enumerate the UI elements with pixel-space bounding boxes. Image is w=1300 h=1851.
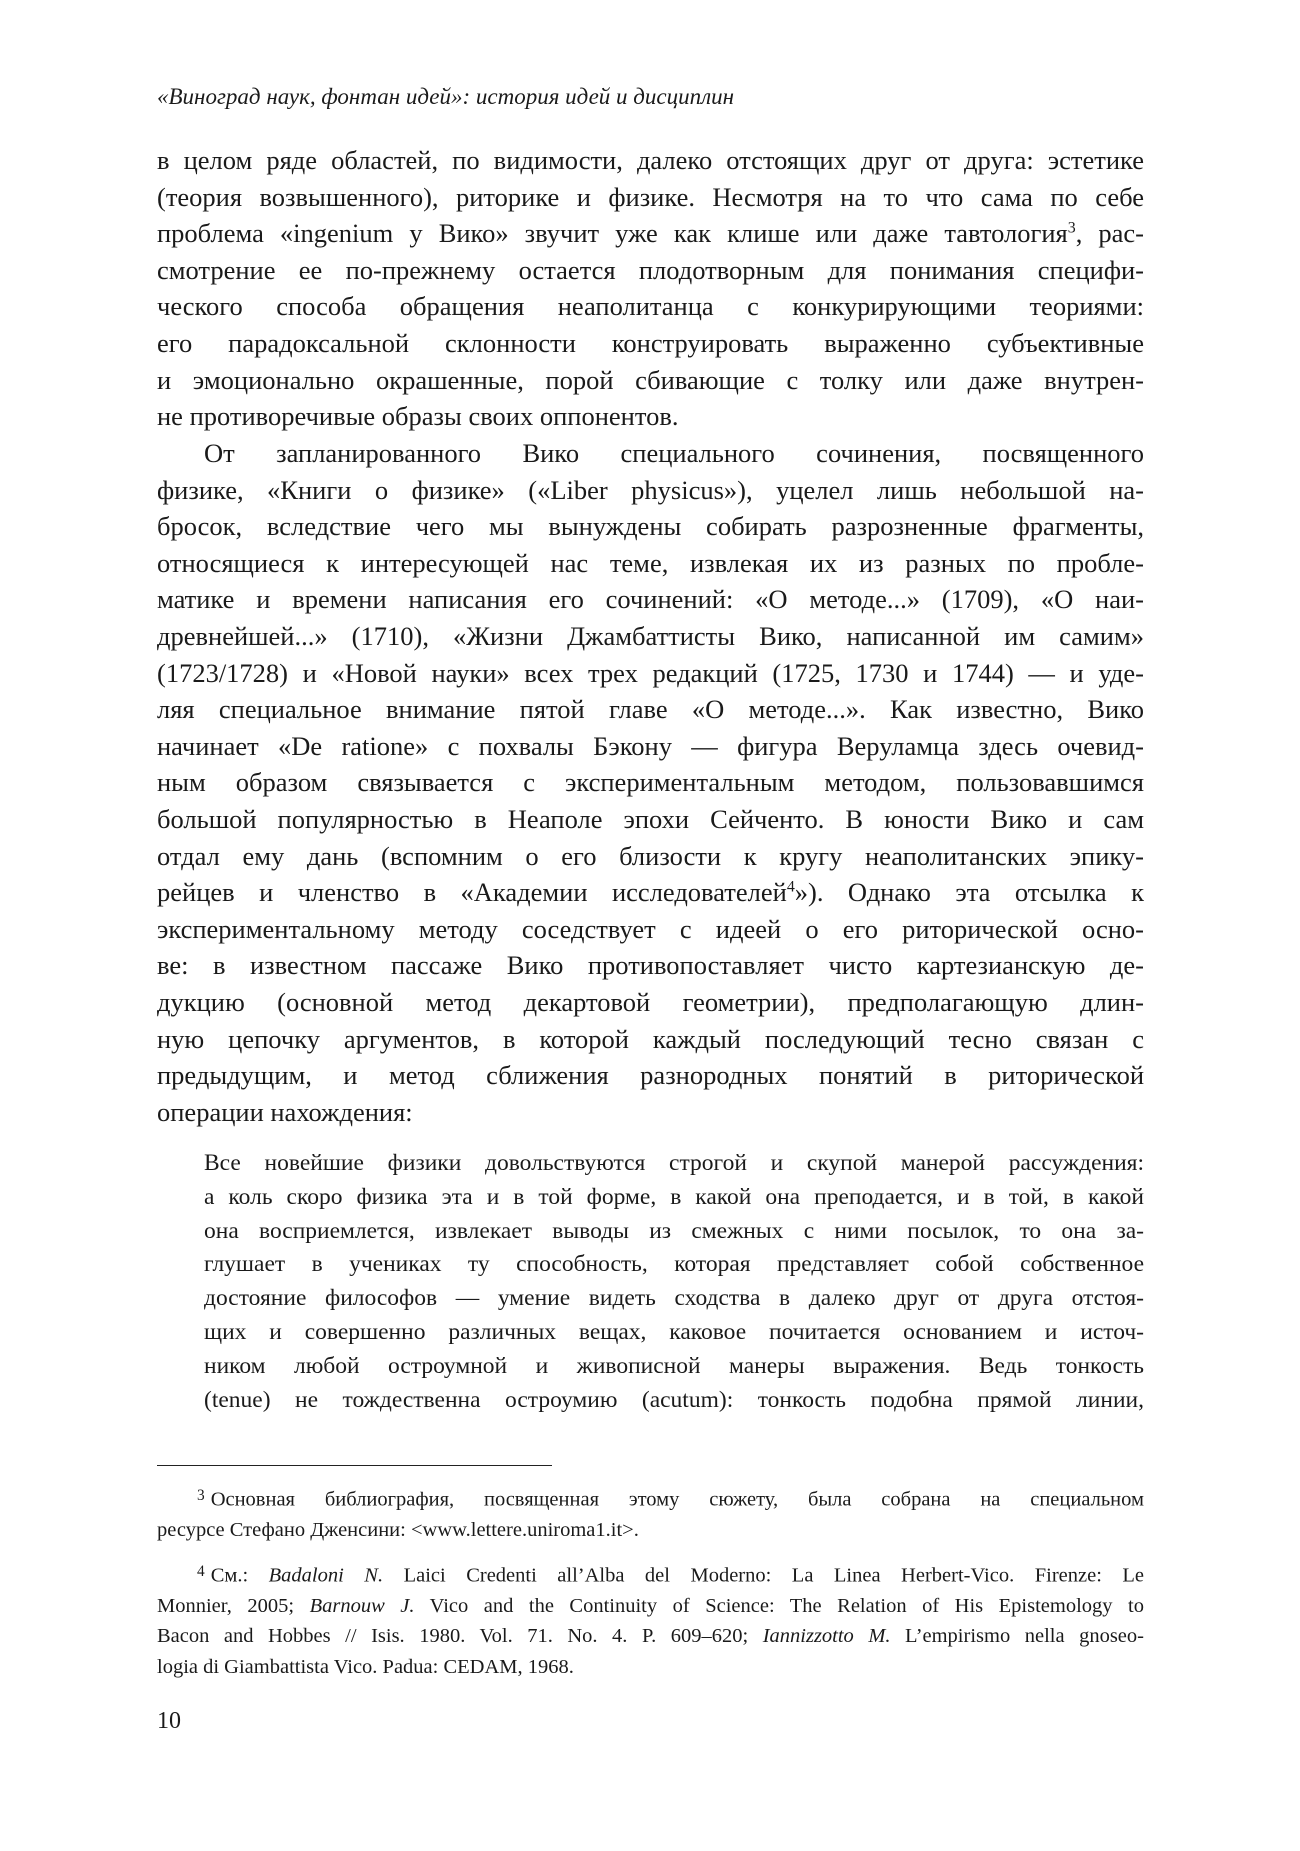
line-text: (tenue) не тождественна остроумию (acutum): тонкость подобна прямой линии, — [204, 1386, 1144, 1413]
line-text: относящиеся к интересующей нас теме, извлекая их из разных по пробле- — [157, 547, 1144, 578]
line-text: Laici Credenti all’Alba del Moderno: La Linea Herbert-Vico. Firenze: Le — [383, 1564, 1144, 1587]
text-line — [204, 1215, 1144, 1249]
line-text: Основная библиография, посвященная этому сюжету, была собрана на специальном — [210, 1488, 1144, 1511]
text-line — [157, 691, 1144, 728]
line-text: и эмоционально окрашенные, порой сбивающие с толку или даже внутрен- — [157, 364, 1144, 395]
text-line — [204, 1147, 1144, 1181]
text-line — [157, 325, 1144, 362]
footnote-ref[interactable]: 4 — [786, 878, 795, 896]
author-name: Barnouw J. — [309, 1594, 415, 1617]
text-line — [157, 508, 1144, 545]
text-line — [157, 801, 1144, 838]
line-text: достояние философов — умение видеть сходства в далеко друг от друга отстоя- — [204, 1285, 1144, 1312]
line-text: (1723/1728) и «Новой науки» всех трех редакций (1725, 1730 и 1744) — и уде- — [157, 657, 1144, 688]
line-text: рейцев и членство в «Академии исследователей — [157, 877, 787, 908]
text-line — [157, 1557, 1144, 1591]
line-text: глушает в учениках ту способность, которая представляет собой собственное — [204, 1251, 1144, 1278]
line-text: ресурсе Стефано Дженсини: <www.lettere.uniroma1.it>. — [157, 1518, 639, 1541]
text-line — [157, 142, 1144, 179]
line-text: его парадоксальной склонности конструировать выраженно субъективные — [157, 327, 1144, 358]
line-text: L’empirismo nella gnoseo- — [890, 1625, 1144, 1648]
line-text: См.: — [210, 1564, 269, 1587]
text-line — [157, 362, 1144, 399]
text-line — [157, 618, 1144, 655]
line-text: ческого способа обращения неаполитанца с конкурирующими теориями: — [157, 291, 1144, 322]
text-line — [157, 728, 1144, 765]
text-line — [157, 1057, 1144, 1094]
line-text: щих и совершенно различных вещах, каковое почитается основанием и источ- — [204, 1318, 1144, 1345]
text-line — [204, 1181, 1144, 1215]
text-line — [157, 764, 1144, 801]
running-title: «Виноград наук, фонтан идей»: история идей и дисциплин — [157, 84, 735, 109]
text-line — [157, 1094, 1144, 1131]
text-line — [204, 1282, 1144, 1316]
line-text: »). Однако эта отсылка к — [794, 877, 1144, 908]
line-text: экспериментальному методу соседствует с идеей о его риторической осно- — [157, 913, 1144, 944]
line-text: предыдущим, и метод сближения разнородных понятий в риторической — [157, 1060, 1144, 1091]
text-line — [157, 1621, 1144, 1652]
text-line — [157, 398, 1144, 435]
footnote-divider — [157, 1465, 552, 1466]
line-text: (теория возвышенного), риторике и физике. Несмотря на то что сама по себе — [157, 181, 1144, 212]
author-name: Iannizzotto M. — [762, 1625, 891, 1648]
line-text: операции нахождения: — [157, 1096, 413, 1127]
text-line — [157, 911, 1144, 948]
line-text: бросок, вследствие чего мы вынуждены собирать разрозненные фрагменты, — [157, 511, 1144, 542]
text-line — [157, 545, 1144, 582]
text-line — [157, 472, 1144, 509]
line-text: древнейшей...» (1710), «Жизни Джамбаттисты Вико, написанной им самим» — [157, 620, 1144, 651]
line-text: ным образом связывается с экспериментальным методом, пользовавшимся — [157, 767, 1144, 798]
line-text: дукцию (основной метод декартовой геометрии), предполагающую длин- — [157, 986, 1144, 1017]
line-text: ником любой остроумной и живописной манеры выражения. Ведь тонкость — [204, 1352, 1144, 1379]
body-paragraph — [157, 435, 1144, 1130]
text-line — [157, 1652, 1144, 1683]
footnote-number: 3 — [197, 1487, 205, 1504]
line-text: проблема «ingenium у Вико» звучит уже как клише или даже тавтология — [157, 218, 1068, 249]
text-line — [157, 252, 1144, 289]
author-name: Badaloni N. — [268, 1564, 384, 1587]
line-text: отдал ему дань (вспомним о его близости к кругу неаполитанских эпику- — [157, 840, 1144, 871]
text-line — [157, 179, 1144, 216]
text-line — [157, 435, 1144, 472]
text-line — [157, 874, 1144, 911]
text-line — [157, 581, 1144, 618]
text-line — [157, 1515, 1144, 1546]
text-line — [157, 1481, 1144, 1515]
text-line — [204, 1350, 1144, 1384]
line-text: в целом ряде областей, по видимости, далеко отстоящих друг от друга: эстетике — [157, 145, 1144, 175]
line-text: От запланированного Вико специального сочинения, посвященного — [204, 438, 1144, 468]
page-number: 10 — [157, 1708, 181, 1734]
line-text: Vico and the Continuity of Science: The Relation of His Epistemology to — [414, 1594, 1144, 1617]
text-line — [204, 1384, 1144, 1418]
line-text: Все новейшие физики довольствуются строгой и скупой манерой рассуждения: — [204, 1150, 1144, 1176]
line-text: logia di Giambattista Vico. Padua: CEDAM, 1968. — [157, 1655, 574, 1678]
text-line — [157, 1021, 1144, 1058]
line-text: матике и времени написания его сочинений: «О методе...» (1709), «О наи- — [157, 584, 1144, 615]
line-text: ляя специальное внимание пятой главе «О методе...». Как известно, Вико — [157, 694, 1144, 725]
line-text: Bacon and Hobbes // Isis. 1980. Vol. 71. No. 4. P. 609–620; — [157, 1625, 763, 1648]
line-text: ве: в известном пассаже Вико противопоставляет чисто картезианскую де- — [157, 950, 1144, 981]
line-text: она восприемлется, извлекает выводы из смежных с ними посылок, то она за- — [204, 1217, 1144, 1244]
footnote-ref[interactable]: 3 — [1067, 219, 1076, 237]
text-line — [157, 838, 1144, 875]
line-text: большой популярностью в Неаполе эпохи Сейченто. В юности Вико и сам — [157, 803, 1144, 834]
text-line — [157, 655, 1144, 692]
text-line — [157, 984, 1144, 1021]
text-line — [157, 1591, 1144, 1622]
text-line — [157, 288, 1144, 325]
line-text: , рас- — [1075, 218, 1144, 249]
text-line — [157, 947, 1144, 984]
block-quote — [204, 1147, 1144, 1417]
footnote — [157, 1557, 1144, 1682]
text-line — [204, 1248, 1144, 1282]
line-text: начинает «De ratione» с похвалы Бэкону — фигура Веруламца здесь очевид- — [157, 730, 1144, 761]
footnote-number: 4 — [197, 1563, 205, 1580]
line-text: физике, «Книги о физике» («Liber physicus»), уцелел лишь небольшой на- — [157, 474, 1144, 505]
text-line — [157, 215, 1144, 252]
line-text: а коль скоро физика эта и в той форме, в какой она преподается, и в той, в какой — [204, 1183, 1144, 1210]
line-text: Monnier, 2005; — [157, 1594, 310, 1617]
footnote — [157, 1481, 1144, 1545]
line-text: ную цепочку аргументов, в которой каждый последующий тесно связан с — [157, 1023, 1144, 1054]
line-text: не противоречивые образы своих оппонентов. — [157, 401, 679, 432]
body-paragraph — [157, 142, 1144, 435]
line-text: смотрение ее по-прежнему остается плодотворным для понимания специфи- — [157, 254, 1144, 285]
text-line — [204, 1316, 1144, 1350]
